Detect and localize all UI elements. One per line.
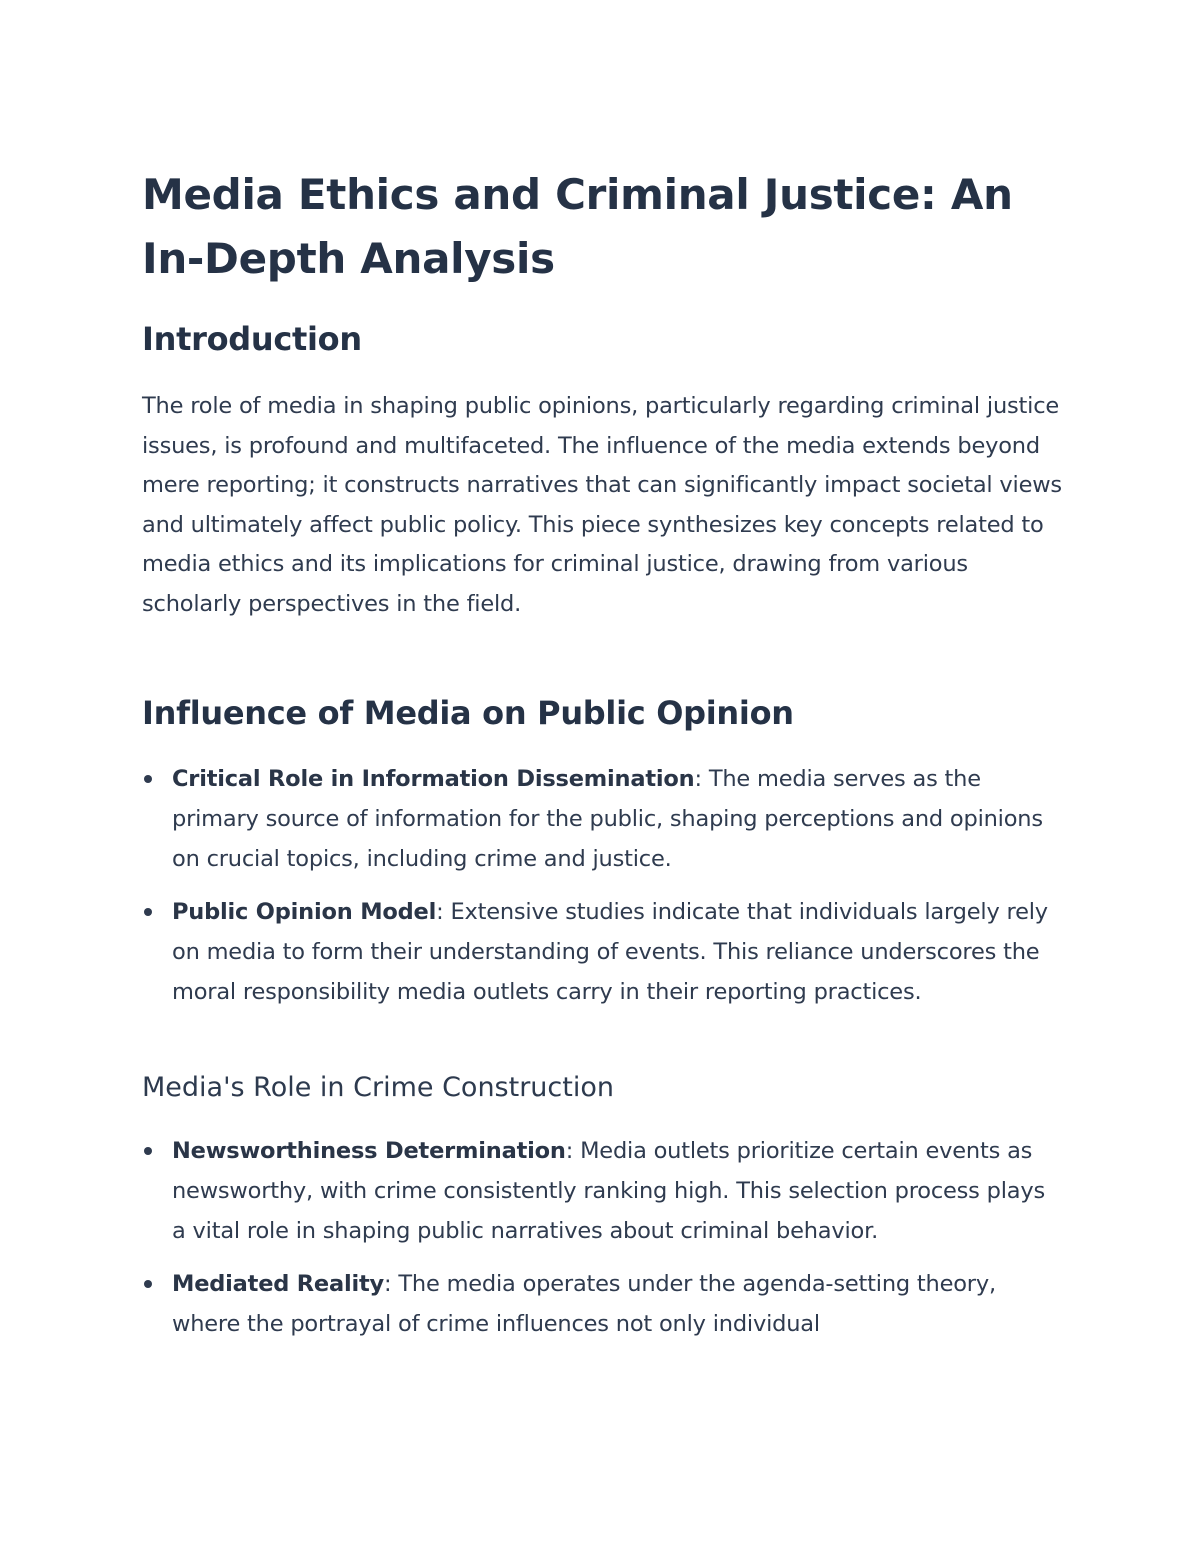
influence-heading: Influence of Media on Public Opinion — [142, 694, 794, 732]
list-item-text: : The media serves as the primary source of information for the public, shaping perceptions and opinions on crucial topics, including crime and justice. — [172, 766, 1043, 872]
crime-construction-list — [142, 1131, 1062, 1357]
introduction-paragraph: The role of media in shaping public opinions, particularly regarding criminal justice issues, is profound and multifaceted. The influence of the media extends beyond mere reporting; it constructs narratives that can significantly impact societal views and ultimately affect public policy. This piece synthesizes key concepts related to media ethics and its implications for criminal justice, drawing from various scholarly perspectives in the field. — [142, 393, 1062, 617]
document-title: Media Ethics and Criminal Justice: An In-Depth Analysis — [142, 170, 1013, 283]
bullet-icon — [144, 1147, 152, 1155]
list-item-term: Critical Role in Information Dissemination — [172, 766, 695, 792]
list-item — [142, 759, 1062, 879]
list-item-term: Mediated Reality — [172, 1271, 385, 1297]
list-item — [142, 892, 1062, 1012]
list-item-text: : Media outlets prioritize certain events as newsworthy, with crime consistently ranking high. This selection process plays a vital role in shaping public narratives about criminal behavior. — [172, 1138, 1045, 1244]
influence-list — [142, 759, 1062, 1025]
bullet-icon — [144, 775, 152, 783]
crime-construction-heading: Media's Role in Crime Construction — [142, 1072, 614, 1103]
list-item-term: Public Opinion Model — [172, 899, 437, 925]
list-item-text: : The media operates under the agenda-setting theory, where the portrayal of crime influences not only individual — [172, 1271, 996, 1337]
list-item-text: : Extensive studies indicate that individuals largely rely on media to form their understanding of events. This reliance underscores the moral responsibility media outlets carry in their reporting practices. — [172, 899, 1048, 1005]
list-item — [142, 1131, 1062, 1251]
list-item-term: Newsworthiness Determination — [172, 1138, 566, 1164]
list-item — [142, 1264, 1062, 1344]
bullet-icon — [144, 1280, 152, 1288]
introduction-heading: Introduction — [142, 320, 362, 358]
bullet-icon — [144, 908, 152, 916]
